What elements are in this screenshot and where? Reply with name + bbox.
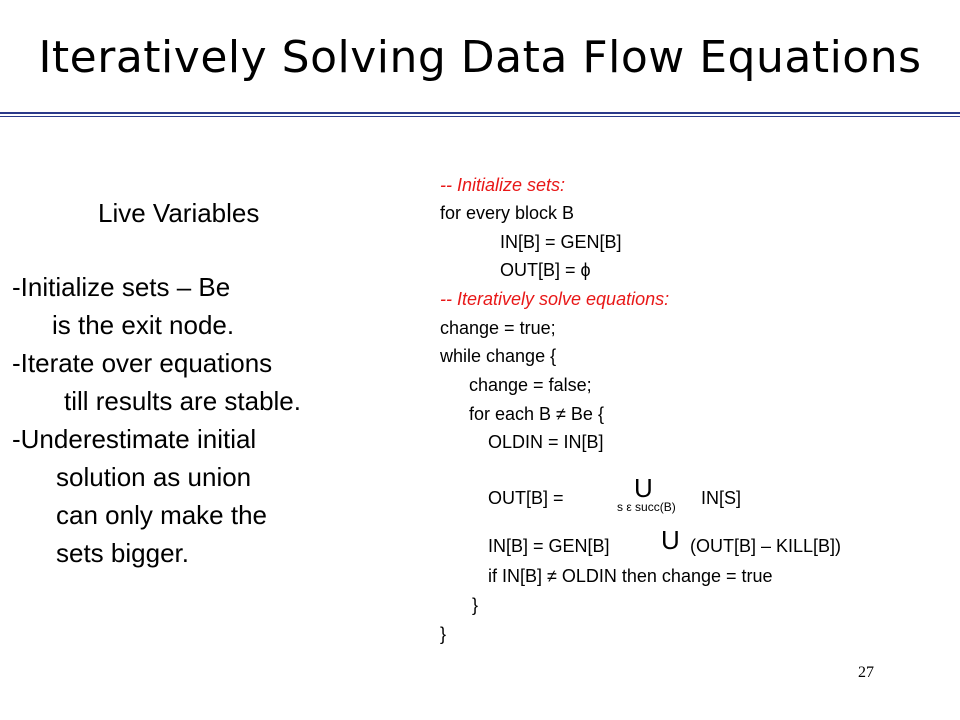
code-line: } — [440, 624, 447, 644]
code-line: change = true; — [440, 318, 556, 338]
code-line: while change { — [440, 346, 557, 366]
code-comment: -- Iteratively solve equations: — [440, 289, 670, 309]
code-comment: -- Initialize sets: — [440, 175, 566, 195]
left-line: -Iterate over equations — [12, 348, 273, 378]
code-line: OUT[B] = — [488, 488, 564, 508]
left-line: -Initialize sets – Be — [12, 272, 231, 302]
page-number: 27 — [858, 664, 874, 681]
code-line: change = false; — [469, 375, 592, 395]
code-line: OUT[B] = ϕ — [500, 260, 591, 280]
code-line: OLDIN = IN[B] — [488, 432, 604, 452]
left-heading: Live Variables — [98, 198, 260, 228]
left-line: can only make the — [56, 500, 268, 530]
left-line: -Underestimate initial — [12, 424, 257, 454]
left-line: till results are stable. — [64, 386, 301, 416]
code-line: IN[B] = GEN[B] — [488, 536, 610, 556]
union-subscript: s ε succ(B) — [617, 500, 676, 514]
left-line: solution as union — [56, 462, 252, 492]
code-line: if IN[B] ≠ OLDIN then change = true — [488, 566, 773, 586]
union-symbol: U — [634, 473, 653, 503]
code-line: (OUT[B] – KILL[B]) — [690, 536, 842, 556]
left-line: sets bigger. — [56, 538, 189, 568]
code-line: for each B ≠ Be { — [469, 404, 604, 424]
union-symbol: U — [661, 525, 680, 555]
left-line: is the exit node. — [52, 310, 235, 340]
code-line: IN[B] = GEN[B] — [500, 232, 622, 252]
code-line: for every block B — [440, 203, 575, 223]
title-divider — [0, 112, 960, 114]
code-line: } — [472, 595, 479, 615]
code-line: IN[S] — [701, 488, 742, 508]
slide-title: Iteratively Solving Data Flow Equations — [38, 32, 922, 83]
title-divider-thin — [0, 116, 960, 117]
